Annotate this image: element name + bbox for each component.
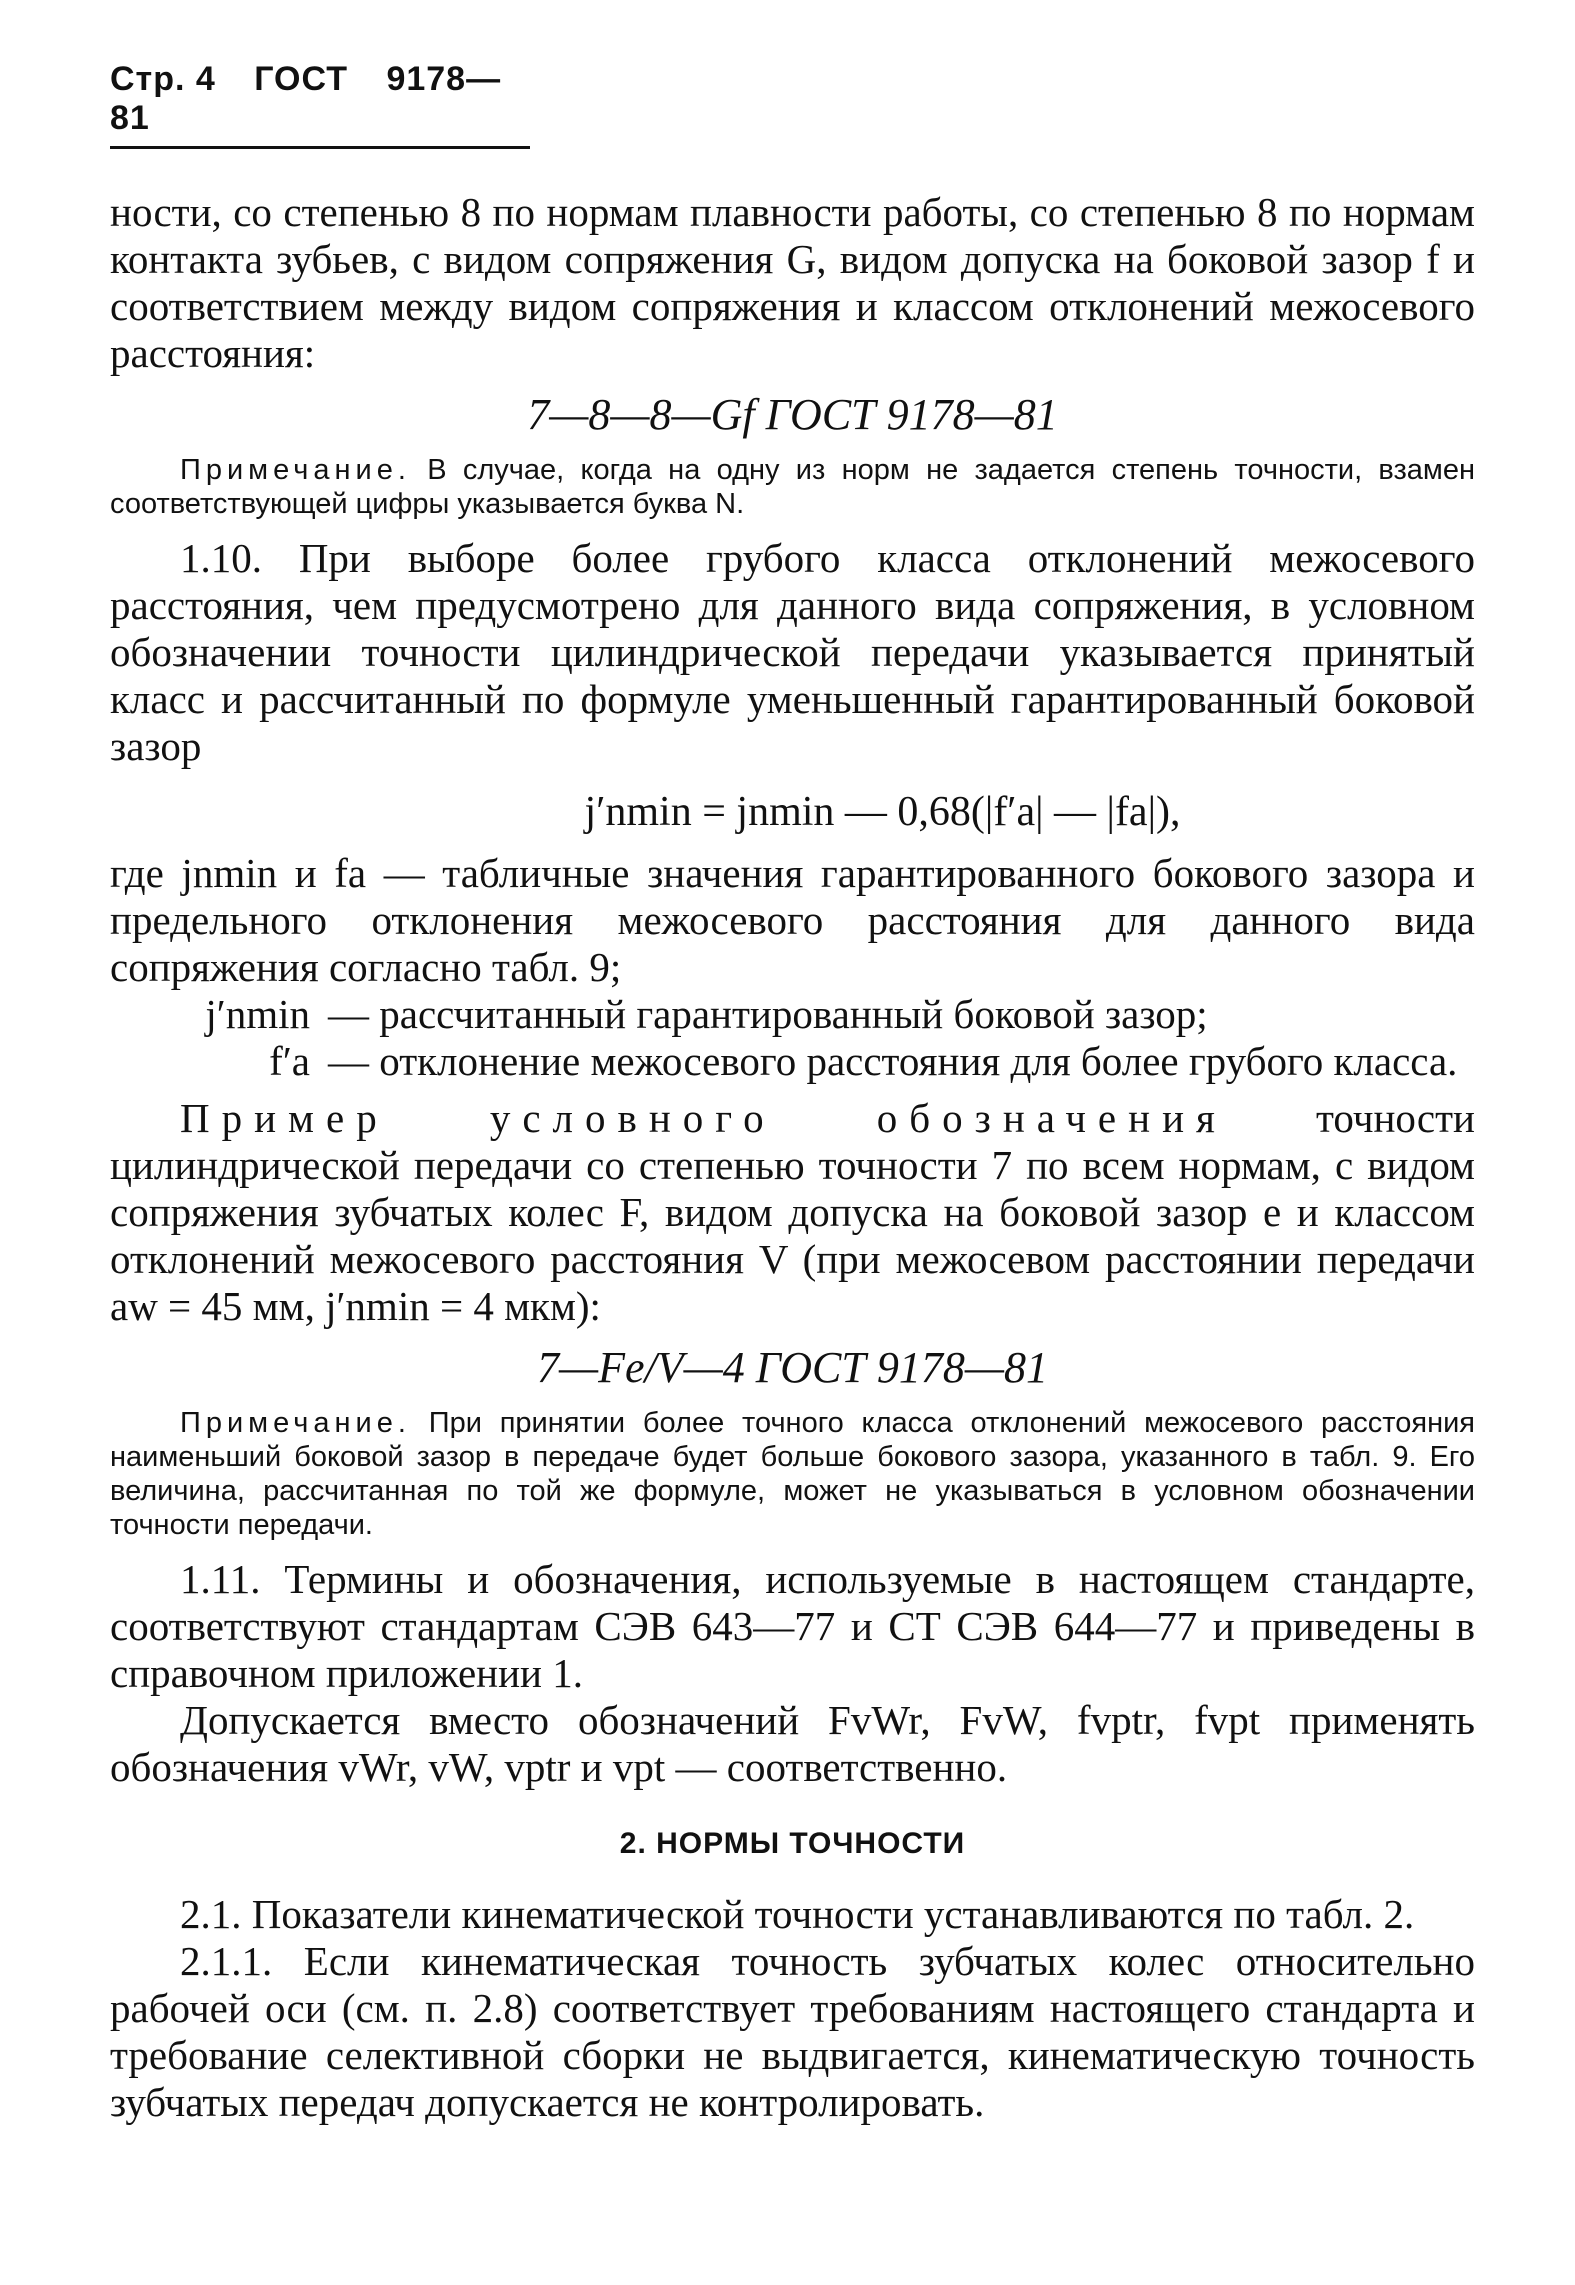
definition-row-fa xyxy=(110,1038,1475,1085)
note-1-text: В случае, когда на одну из норм не задается степень точности, взамен соответствующей цифры указывается буква N. xyxy=(110,454,1475,520)
paragraph-2-1: 2.1. Показатели кинематической точности устанавливаются по табл. 2. xyxy=(180,1891,1415,1937)
backlash-equation: j′nmin = jnmin — 0,68(|f′a| — |fa|), xyxy=(584,789,1181,835)
definition-symbol-fa: f′a xyxy=(269,1038,310,1084)
designation-formula-2: 7—Fe/V—4 ГОСТ 9178—81 xyxy=(537,1343,1048,1392)
page-header xyxy=(110,60,530,149)
example-text: точности цилиндрической передачи со степенью точности 7 по всем нормам, с видом сопряжения зубчатых колес F, видом допуска на боковой зазор е и классом отклонений межосевого расстояния V (при межосевом расстоянии передачи aw = 45 мм, j′nmin = 4 мкм): xyxy=(110,1095,1475,1329)
paragraph-allowed-designations: Допускается вместо обозначений FvWr, FvW, fvptr, fvpt применять обозначения vWr, vW, vptr и vpt — соответственно. xyxy=(110,1697,1475,1790)
example-paragraph xyxy=(110,1095,1475,1330)
paragraph-2-1-1: 2.1.1. Если кинематическая точность зубчатых колес относительно рабочей оси (см. п. 2.8) соответствует требованиям настоящего стандарта и требование селективной сборки не выдвигается, кинематическую точность зубчатых передач допускается не контролировать. xyxy=(110,1938,1475,2125)
intro-paragraph: ности, со степенью 8 по нормам плавности работы, со степенью 8 по нормам контакта зубьев, с видом сопряжения G, видом допуска на боковой зазор f и соответствием между видом сопряжения и классом отклонений межосевого расстояния: xyxy=(110,189,1475,376)
designation-formula-1: 7—8—8—Gf ГОСТ 9178—81 xyxy=(527,390,1058,439)
definition-text-jnmin: — рассчитанный гарантированный боковой зазор; xyxy=(328,991,1208,1037)
note-1 xyxy=(110,453,1475,521)
definition-symbol-jnmin: j′nmin xyxy=(205,991,310,1037)
example-lead: Пример условного обозначения xyxy=(180,1095,1227,1141)
definition-text-fa: — отклонение межосевого расстояния для более грубого класса. xyxy=(328,1038,1458,1084)
note-2-label: Примечание. xyxy=(180,1407,411,1439)
page-number: Стр. 4 xyxy=(110,60,216,98)
note-2-text: При принятии более точного класса отклонений межосевого расстояния наименьший боковой зазор в передаче будет больше бокового зазора, указанного в табл. 9. Его величина, рассчитанная по той же формуле, может не указываться в условном обозначении точности передачи. xyxy=(110,1407,1475,1541)
standard-label: ГОСТ xyxy=(254,60,348,98)
section-2-title: 2. НОРМЫ ТОЧНОСТИ xyxy=(619,1827,966,1860)
note-1-label: Примечание. xyxy=(180,454,411,486)
standard-number: 9178—81 xyxy=(110,60,502,137)
paragraph-1-11: 1.11. Термины и обозначения, используемые в настоящем стандарте, соответствуют стандартам СЭВ 643—77 и СТ СЭВ 644—77 и приведены в справочном приложении 1. xyxy=(110,1556,1475,1696)
where-paragraph: где jnmin и fa — табличные значения гарантированного бокового зазора и предельного отклонения межосевого расстояния для данного вида сопряжения согласно табл. 9; xyxy=(110,850,1475,990)
paragraph-1-10: 1.10. При выборе более грубого класса отклонений межосевого расстояния, чем предусмотрено для данного вида сопряжения, в условном обозначении точности цилиндрической передачи указывается принятый класс и рассчитанный по формуле уменьшенный гарантированный боковой зазор xyxy=(110,535,1475,769)
note-2 xyxy=(110,1406,1475,1542)
definition-row-jnmin xyxy=(110,991,1475,1038)
